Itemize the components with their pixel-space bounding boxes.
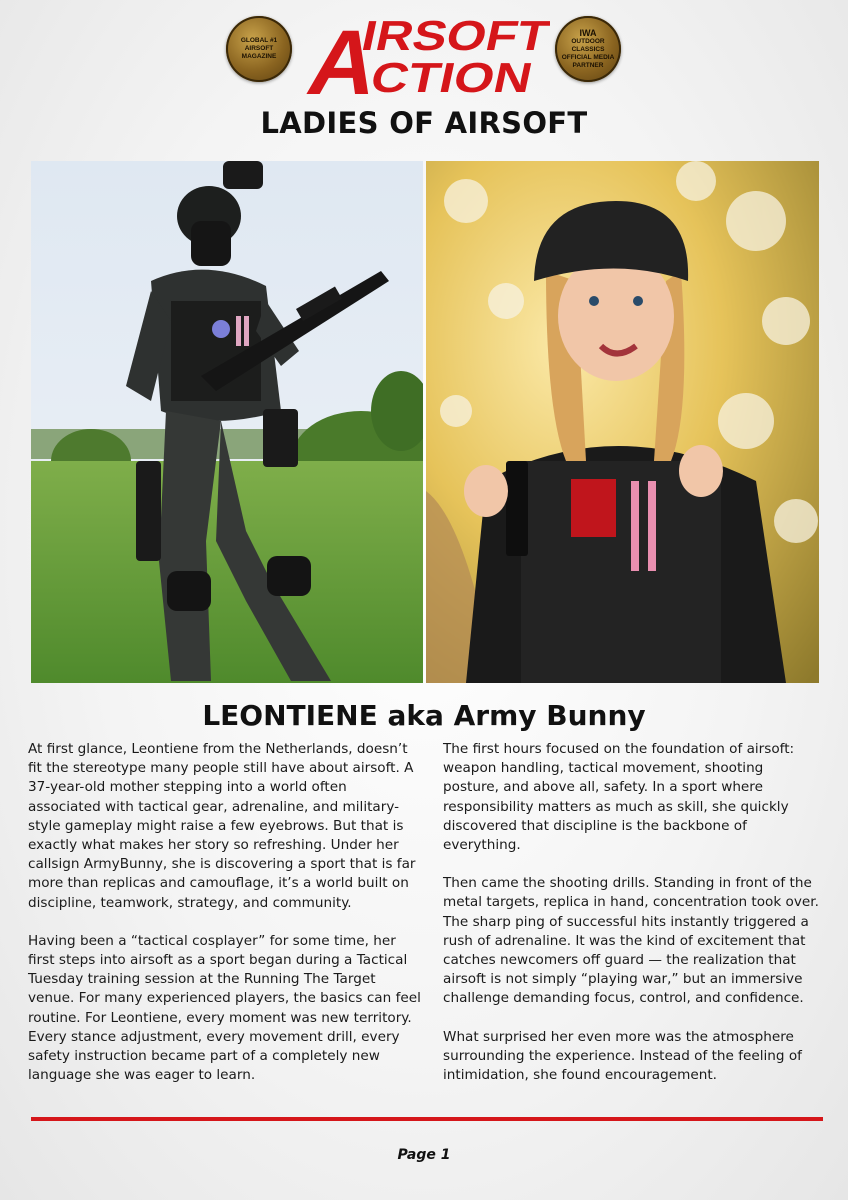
photo-player-field xyxy=(31,161,423,683)
photo-player-portrait xyxy=(426,161,819,683)
airsoft-action-logo xyxy=(300,10,550,96)
magazine-header xyxy=(0,0,848,100)
logo-word-top: IRSOFT xyxy=(357,12,522,59)
article-paragraph: What surprised her even more was the atmosphere surrounding the experience. Instead of the feeling of intimidation, she found encouragement. xyxy=(443,1028,802,1084)
page-title: LADIES OF AIRSOFT xyxy=(260,106,588,140)
global-magazine-seal xyxy=(226,16,292,82)
article-column-left xyxy=(28,740,422,1104)
seal-line: OFFICIAL MEDIA xyxy=(561,54,615,61)
seal-line: GLOBAL #1 xyxy=(240,37,278,44)
article-column-right xyxy=(443,740,823,1104)
article-paragraph: Having been a “tactical cosplayer” for some time, her first steps into airsoft as a sport began during a Tactical Tuesday training session at the Running The Target venue. For many experienced players, the basics can feel routine. For Leontiene, every moment was new territory. Every stance adjustment, every movement drill, every safety instruction became part of a completely new language she was eager to learn. xyxy=(28,932,421,1084)
logo-word-bottom: CTION xyxy=(366,54,508,96)
seal-line: CLASSICS xyxy=(571,46,605,53)
seal-line: IWA xyxy=(579,28,597,38)
article-paragraph: At first glance, Leontiene from the Netherlands, doesn’t fit the stereotype many people still have about airsoft. A 37-year-old mother stepping into a world often associated with tactical gear, adrenaline, and military-style gameplay might raise a few eyebrows. But that is exactly what makes her story so refreshing. Under her callsign ArmyBunny, she is discovering a sport that is far more than replicas and camouflage, it’s a world built on discipline, teamwork, strategy, and community. xyxy=(28,741,416,911)
seal-line: OUTDOOR xyxy=(571,38,605,45)
logo-initial: A xyxy=(300,10,389,96)
article-paragraph: Then came the shooting drills. Standing in front of the metal targets, replica in hand, concentration took over. The sharp ping of successful hits instantly triggered a rush of adrenaline. It was the kind of excitement that catches newcomers off guard — the realization that airsoft is not simply “playing war,” but an immersive challenge demanding focus, control, and confidence. xyxy=(443,875,819,1007)
seal-line: PARTNER xyxy=(572,62,604,69)
article-paragraph: The first hours focused on the foundation of airsoft: weapon handling, tactical movement, shooting posture, and above all, safety. In a sport where responsibility matters as much as skill, she quickly discovered that discipline is the backbone of everything. xyxy=(443,741,795,854)
seal-line: AIRSOFT xyxy=(244,45,274,52)
logo-graphic xyxy=(300,10,550,96)
subject-title: LEONTIENE aka Army Bunny xyxy=(202,699,646,732)
iwa-partner-seal xyxy=(555,16,621,82)
footer-divider xyxy=(31,1117,823,1121)
page-number: Page 1 xyxy=(397,1147,451,1163)
seal-line: MAGAZINE xyxy=(241,53,277,60)
